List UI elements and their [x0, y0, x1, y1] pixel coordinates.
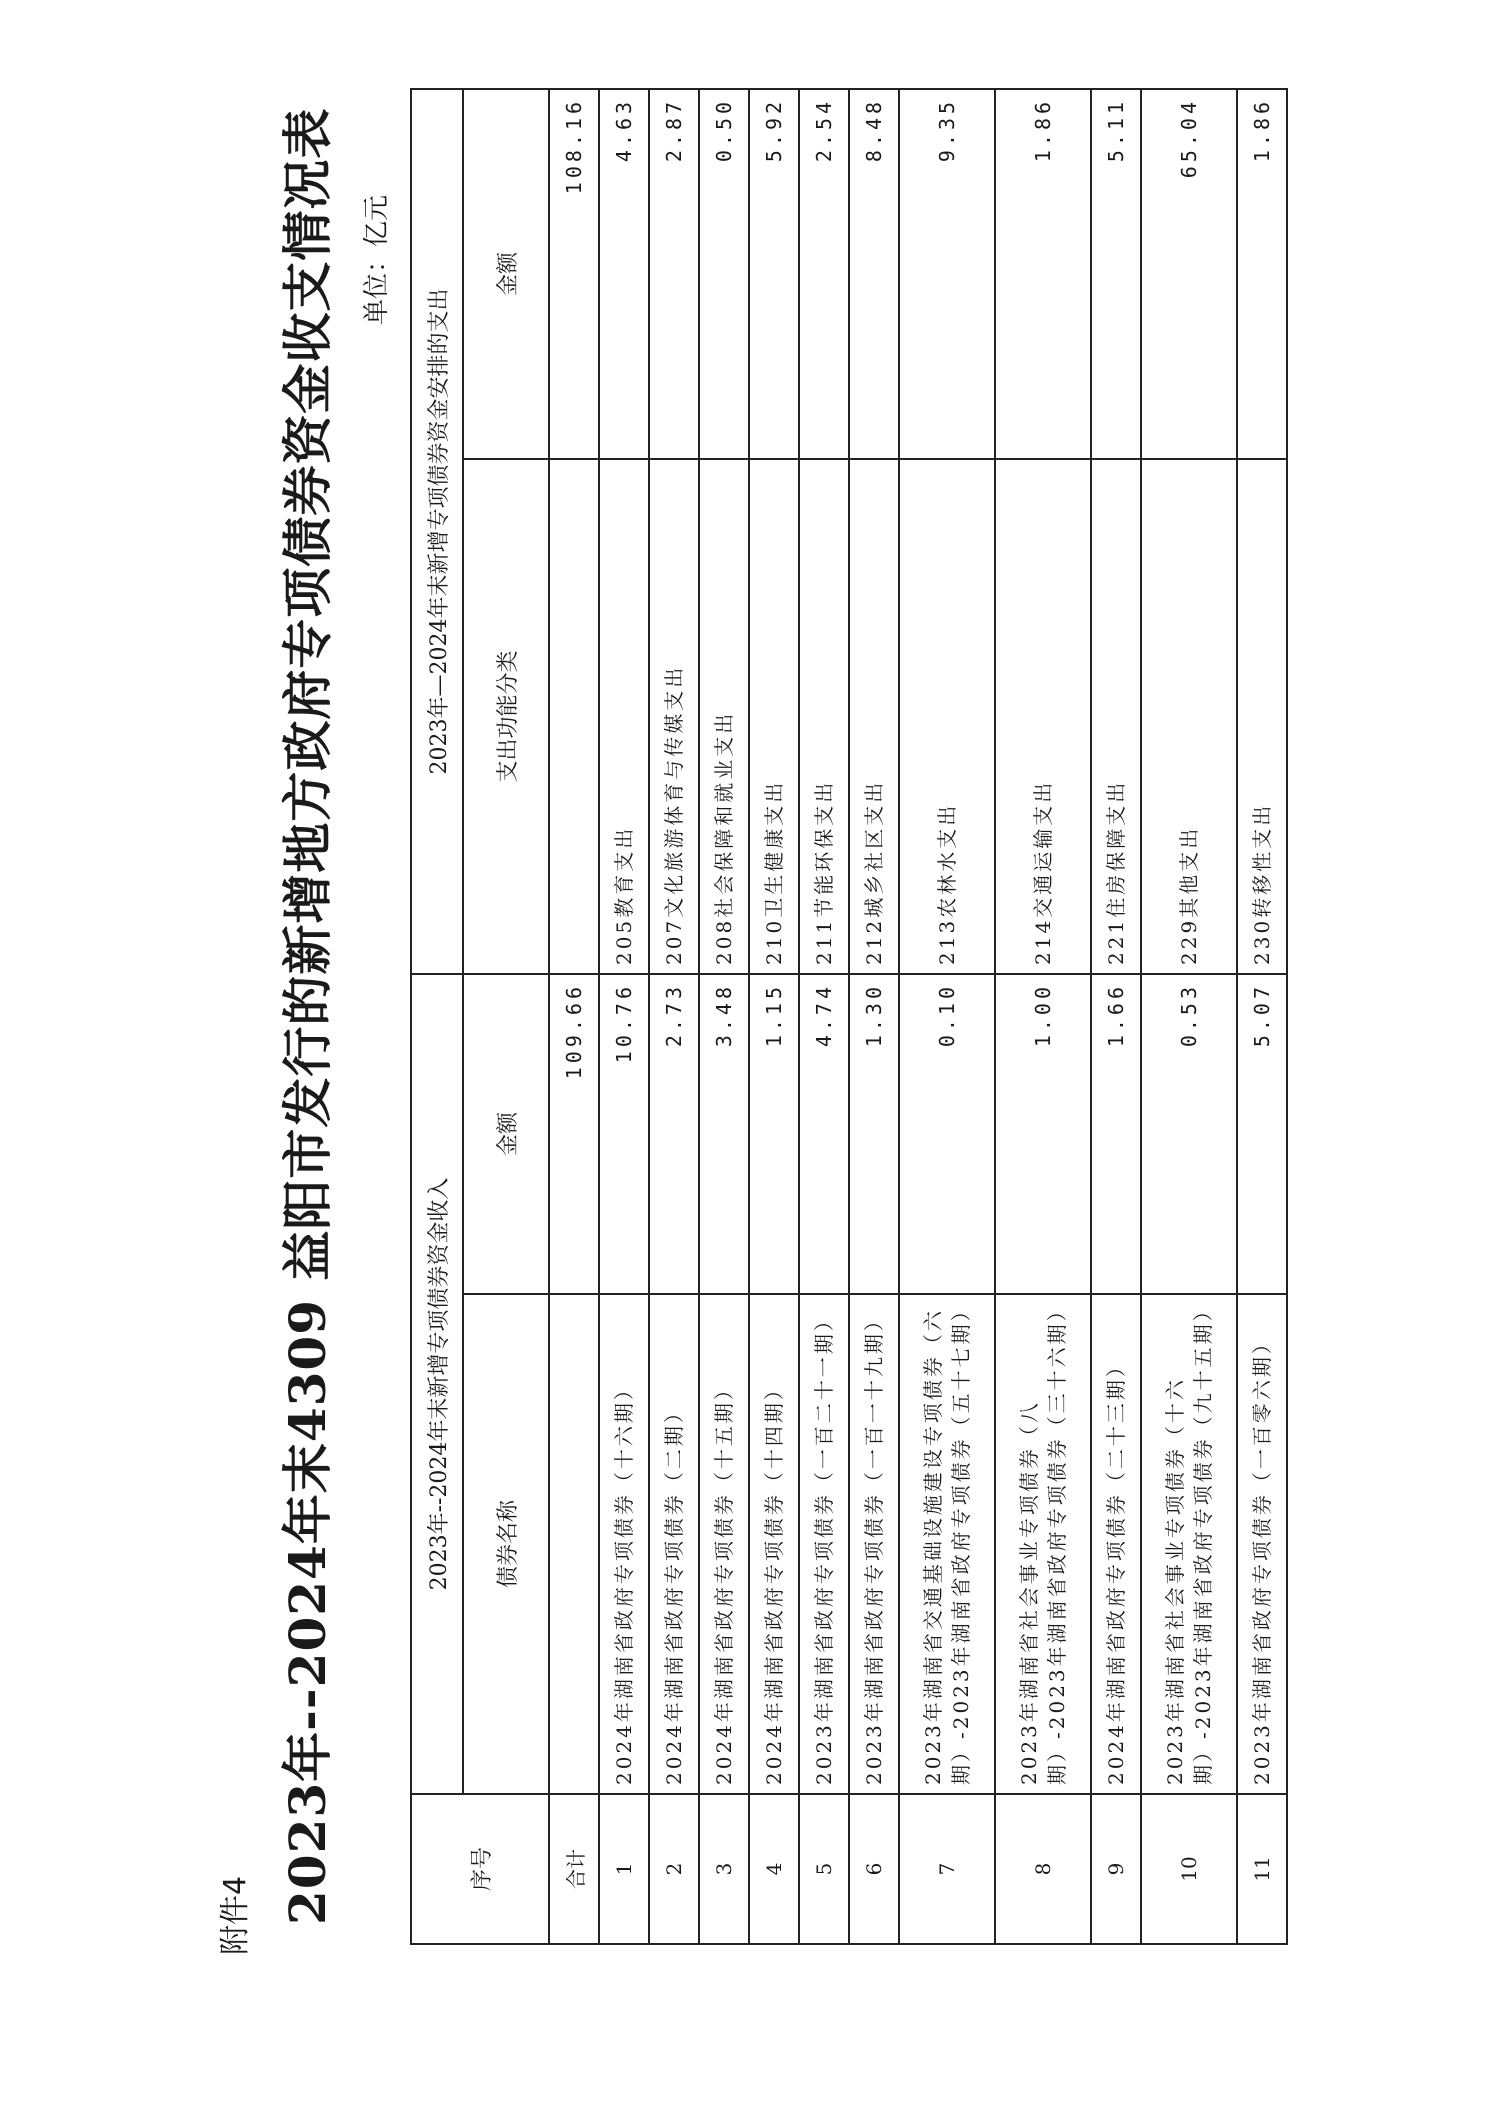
- row-expense: 1.86: [1237, 89, 1287, 459]
- row-category: 214交通运输支出: [995, 459, 1091, 974]
- header-seq: 序号: [411, 1794, 549, 1944]
- page-title: 2023年--2024年末4309 益阳市发行的新增地方政府专项债券资金收支情况表: [278, 107, 337, 1925]
- row-seq: 5: [799, 1794, 849, 1944]
- header-income-amount: 金额: [463, 974, 549, 1294]
- row-seq: 3: [699, 1794, 749, 1944]
- table-row: [1091, 89, 1141, 1944]
- table-row: [899, 89, 995, 1944]
- row-income: 4.74: [799, 974, 849, 1294]
- row-bond-name: 2023年湖南省政府专项债券（一百一十九期）: [849, 1294, 899, 1794]
- row-expense: 2.54: [799, 89, 849, 459]
- row-income: 1.66: [1091, 974, 1141, 1294]
- total-label: 合计: [549, 1794, 599, 1944]
- row-income: 0.53: [1141, 974, 1237, 1294]
- table-row: [749, 89, 799, 1944]
- table-row: [799, 89, 849, 1944]
- row-bond-name: 2023年湖南省社会事业专项债券（八期）-2023年湖南省政府专项债券（三十六期）: [995, 1294, 1091, 1794]
- table-row: [699, 89, 749, 1944]
- table-row: [599, 89, 649, 1944]
- table-row: [995, 89, 1091, 1944]
- row-seq: 6: [849, 1794, 899, 1944]
- row-income: 5.07: [1237, 974, 1287, 1294]
- total-bond-cell: [549, 1294, 599, 1794]
- row-expense: 8.48: [849, 89, 899, 459]
- row-income: 1.15: [749, 974, 799, 1294]
- row-seq: 10: [1141, 1794, 1237, 1944]
- row-bond-name: 2023年湖南省社会事业专项债券（十六期）-2023年湖南省政府专项债券（九十五期）: [1141, 1294, 1237, 1794]
- total-income: 109.66: [549, 974, 599, 1294]
- row-seq: 9: [1091, 1794, 1141, 1944]
- row-seq: 7: [899, 1794, 995, 1944]
- row-income: 0.10: [899, 974, 995, 1294]
- header-income-group: 2023年--2024年末新增专项债券资金收入: [411, 974, 463, 1794]
- row-income: 10.76: [599, 974, 649, 1294]
- row-category: 229其他支出: [1141, 459, 1237, 974]
- row-seq: 2: [649, 1794, 699, 1944]
- row-bond-name: 2024年湖南省政府专项债券（二期）: [649, 1294, 699, 1794]
- row-expense: 1.86: [995, 89, 1091, 459]
- row-category: 205教育支出: [599, 459, 649, 974]
- row-bond-name: 2024年湖南省政府专项债券（十四期）: [749, 1294, 799, 1794]
- row-expense: 5.92: [749, 89, 799, 459]
- row-bond-name: 2024年湖南省政府专项债券（十六期）: [599, 1294, 649, 1794]
- total-expense: 108.16: [549, 89, 599, 459]
- row-expense: 0.50: [699, 89, 749, 459]
- total-row: [549, 89, 599, 1944]
- header-expense-amount: 金额: [463, 89, 549, 459]
- row-category: 207文化旅游体育与传媒支出: [649, 459, 699, 974]
- header-expense-group: 2023年—2024年末新增专项债券资金安排的支出: [411, 89, 463, 974]
- row-bond-name: 2024年湖南省政府专项债券（十五期）: [699, 1294, 749, 1794]
- table-row: [649, 89, 699, 1944]
- row-seq: 1: [599, 1794, 649, 1944]
- row-expense: 9.35: [899, 89, 995, 459]
- table-row: [1141, 89, 1237, 1944]
- table-row: [1237, 89, 1287, 1944]
- unit-label: 单位：亿元: [362, 194, 392, 325]
- row-expense: 5.11: [1091, 89, 1141, 459]
- row-category: 230转移性支出: [1237, 459, 1287, 974]
- row-expense: 4.63: [599, 89, 649, 459]
- row-income: 3.48: [699, 974, 749, 1294]
- table-row: [849, 89, 899, 1944]
- row-seq: 11: [1237, 1794, 1287, 1944]
- annex-label: 附件4: [218, 1875, 253, 1955]
- row-income: 2.73: [649, 974, 699, 1294]
- total-category-cell: [549, 459, 599, 974]
- row-bond-name: 2023年湖南省政府专项债券（一百二十一期）: [799, 1294, 849, 1794]
- bond-table: [410, 88, 1288, 1945]
- header-bond-name: 债券名称: [463, 1294, 549, 1794]
- header-expense-category: 支出功能分类: [463, 459, 549, 974]
- row-category: 212城乡社区支出: [849, 459, 899, 974]
- row-category: 208社会保障和就业支出: [699, 459, 749, 974]
- row-seq: 4: [749, 1794, 799, 1944]
- row-category: 210卫生健康支出: [749, 459, 799, 974]
- row-income: 1.00: [995, 974, 1091, 1294]
- row-bond-name: 2023年湖南省交通基础设施建设专项债券（六期）-2023年湖南省政府专项债券（五十七期）: [899, 1294, 995, 1794]
- row-category: 213农林水支出: [899, 459, 995, 974]
- row-category: 221住房保障支出: [1091, 459, 1141, 974]
- row-income: 1.30: [849, 974, 899, 1294]
- row-bond-name: 2024年湖南省政府专项债券（二十三期）: [1091, 1294, 1141, 1794]
- row-expense: 2.87: [649, 89, 699, 459]
- row-expense: 65.04: [1141, 89, 1237, 459]
- row-category: 211节能环保支出: [799, 459, 849, 974]
- row-bond-name: 2023年湖南省政府专项债券（一百零六期）: [1237, 1294, 1287, 1794]
- row-seq: 8: [995, 1794, 1091, 1944]
